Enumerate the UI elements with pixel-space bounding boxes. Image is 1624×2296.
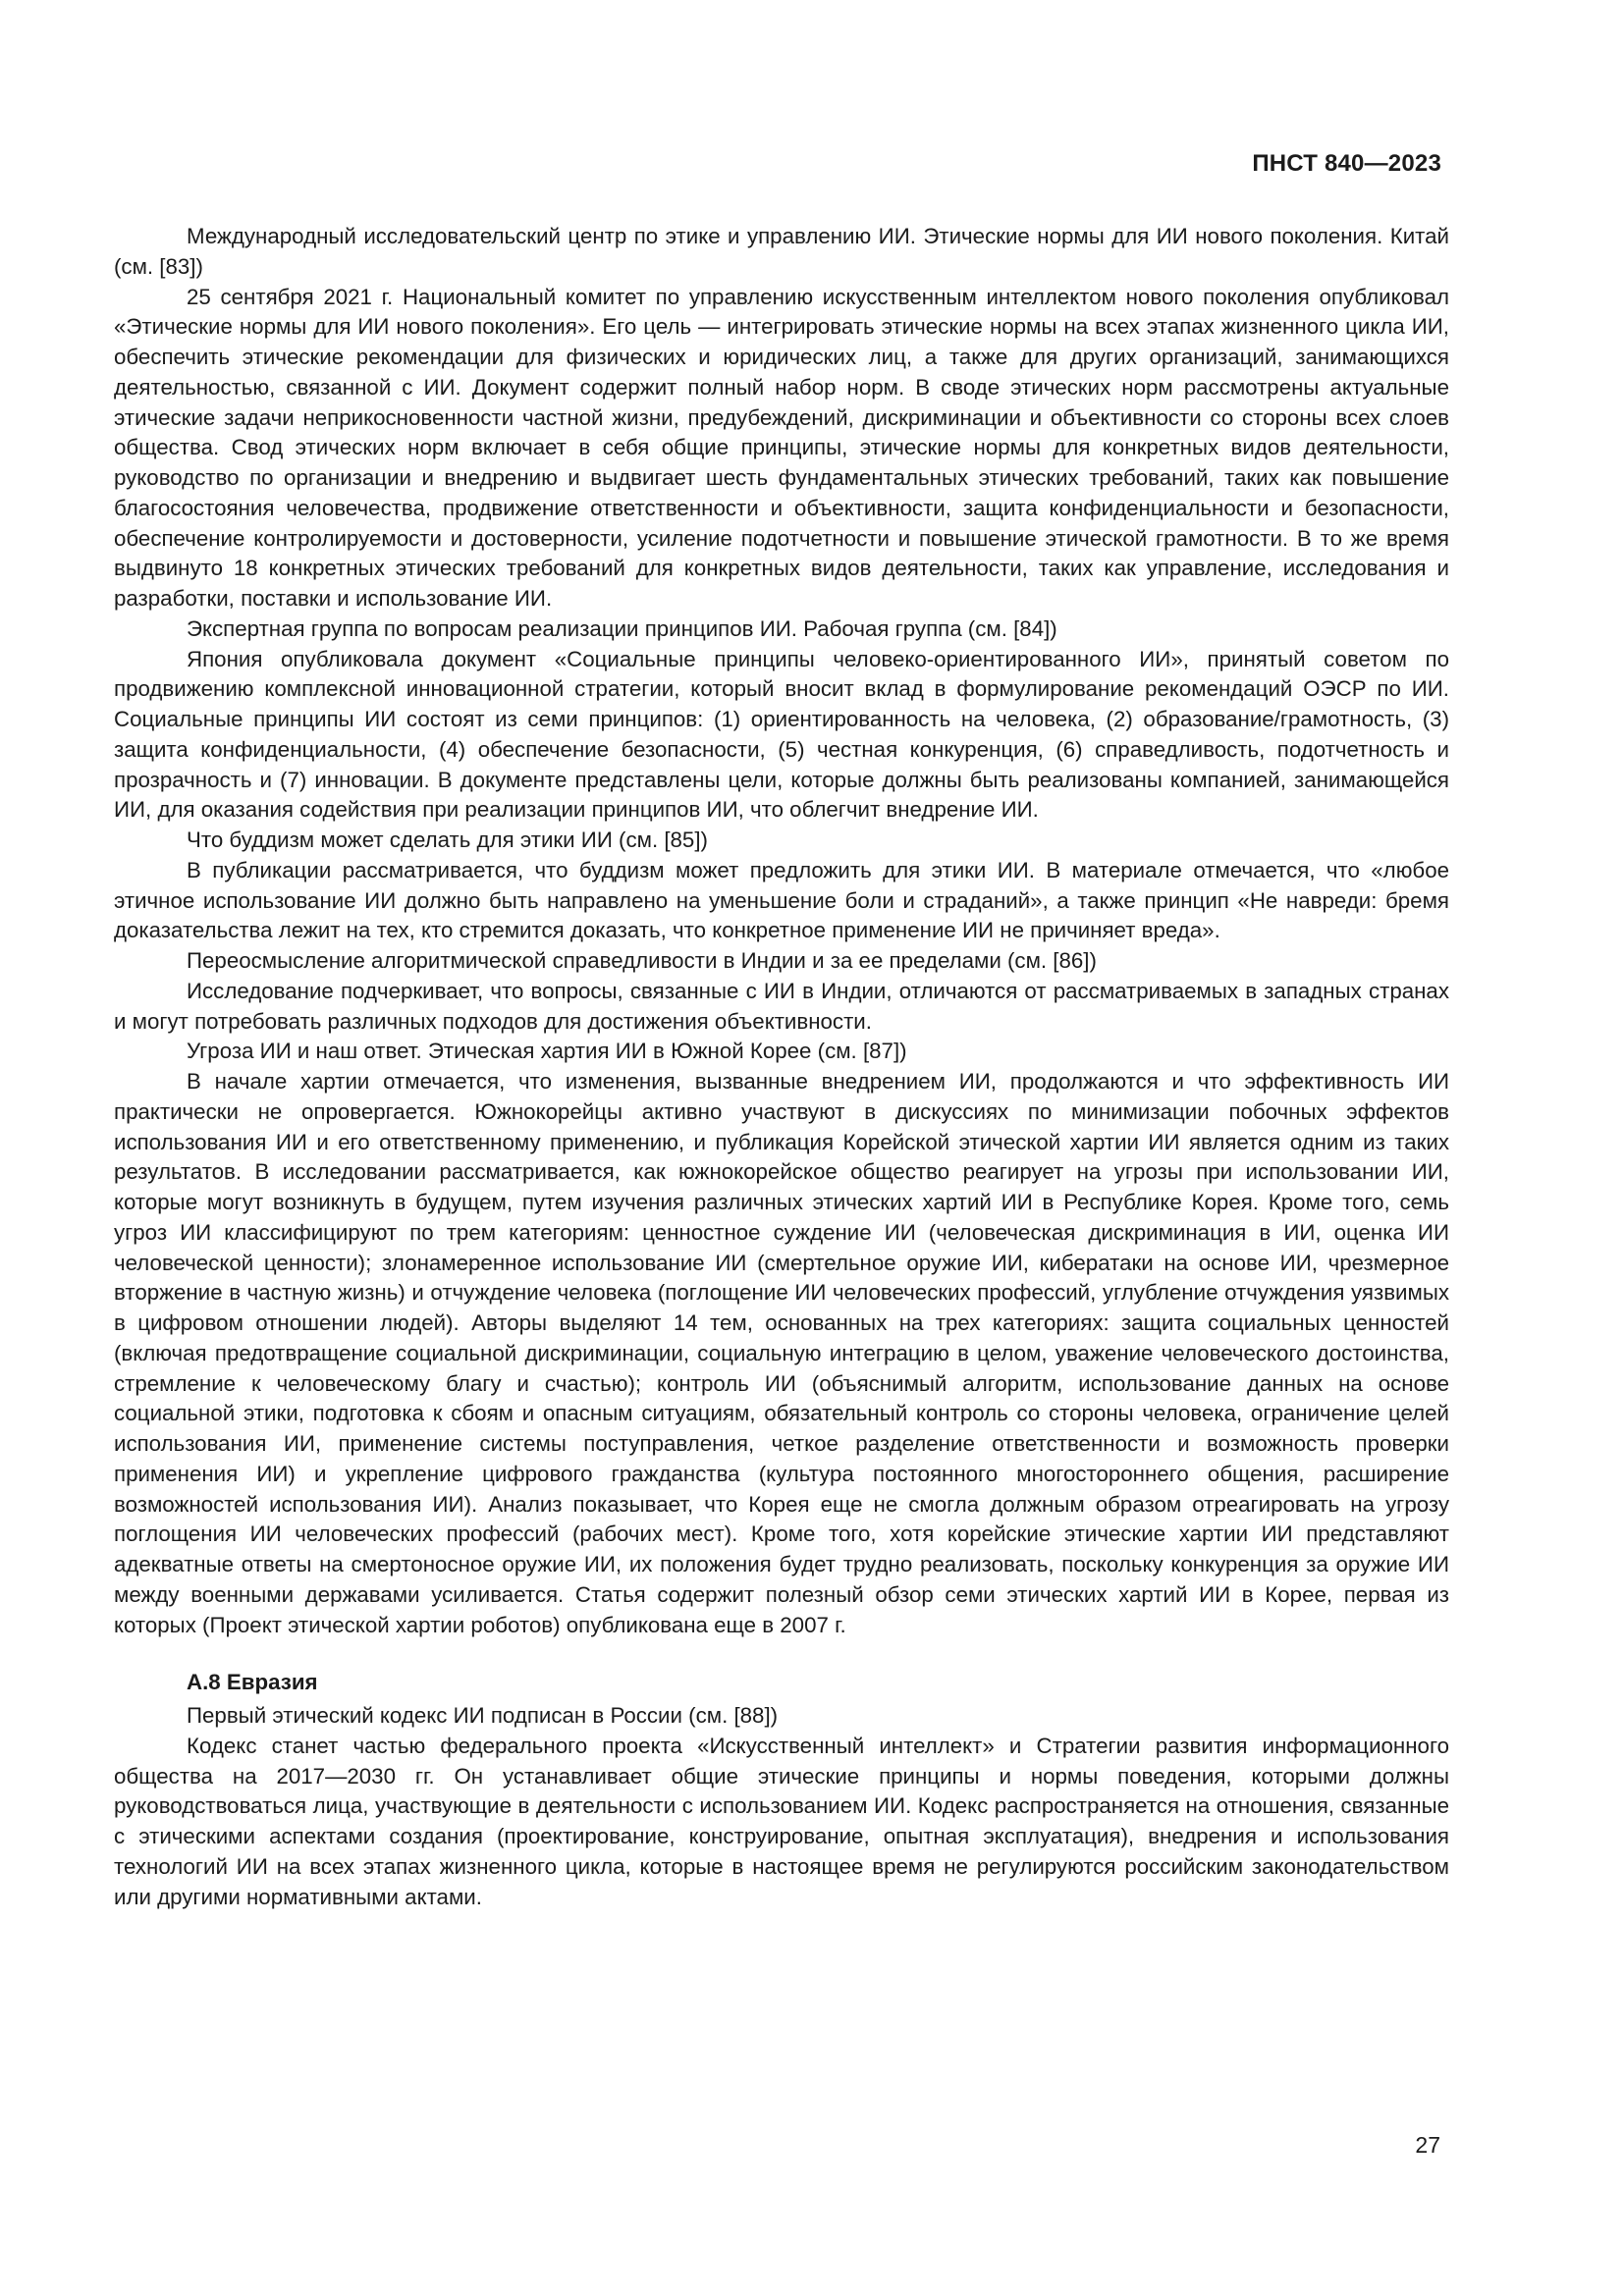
paragraph: Переосмысление алгоритмической справедливости в Индии и за ее пределами (см. [86]) bbox=[187, 948, 1097, 973]
paragraph: Экспертная группа по вопросам реализации принципов ИИ. Рабочая группа (см. [84]) bbox=[187, 615, 1057, 641]
paragraph: В публикации рассматривается, что буддизм может предложить для этики ИИ. В материале отмечается, что «любое этичное использование ИИ должно быть направлено на уменьшение боли и страданий», а также принцип «Не навреди: бремя доказательства лежит на тех, кто стремится доказать, что конкретное применение ИИ не причиняет вреда». bbox=[114, 857, 1449, 943]
document-code: ПНСТ 840—2023 bbox=[1252, 150, 1441, 177]
paragraph: Япония опубликовала документ «Социальные принципы человеко-ориентированного ИИ», принятый советом по продвижению комплексной инновационной стратегии, который вносит вклад в формулирование рекомендаций ОЭСР по ИИ. Социальные принципы ИИ состоят из семи принципов: (1) ориентированность на человека, (2) образование/грамотность, (3) защита конфиденциальности, (4) обеспечение безопасности, (5) честная конкуренция, (6) справедливость, подотчетность и прозрачность и (7) инновации. В документе представлены цели, которые должны быть реализованы компанией, занимающейся ИИ, для оказания содействия при реализации принципов ИИ, что облегчит внедрение ИИ. bbox=[114, 646, 1449, 823]
page-number: 27 bbox=[1415, 2132, 1440, 2158]
paragraph: Угроза ИИ и наш ответ. Этическая хартия ИИ в Южной Корее (см. [87]) bbox=[187, 1039, 907, 1064]
paragraph: Кодекс станет частью федерального проекта «Искусственный интеллект» и Стратегии развития информационного общества на 2017—2030 гг. Он устанавливает общие этические принципы и нормы поведения, которыми должны руководствоваться лица, участвующие в деятельности с использованием ИИ. Кодекс распространяется на отношения, связанные с этическими аспектами создания (проектирование, конструирование, опытная эксплуатация), внедрения и использования технологий ИИ на всех этапах жизненного цикла, которые в настоящее время не регулируются российским законодательством или другими нормативными актами. bbox=[114, 1733, 1449, 1909]
paragraph: Первый этический кодекс ИИ подписан в России (см. [88]) bbox=[187, 1703, 779, 1728]
document-body bbox=[114, 222, 1449, 1912]
paragraph: 25 сентября 2021 г. Национальный комитет по управлению искусственным интеллектом нового поколения опубликовал «Этические нормы для ИИ нового поколения». Его цель — интегрировать этические нормы на всех этапах жизненного цикла ИИ, обеспечить этические рекомендации для физических и юридических лиц, а также для других организаций, занимающихся деятельностью, связанной с ИИ. Документ содержит полный набор норм. В своде этических норм рассмотрены актуальные этические задачи неприкосновенности частной жизни, предубеждений, дискриминации и объективности со стороны всех слоев общества. Свод этических норм включает в себя общие принципы, этические нормы для конкретных видов деятельности, руководство по организации и внедрению и выдвигает шесть фундаментальных этических требований, таких как повышение благосостояния человечества, продвижение ответственности и объективности, защита конфиденциальности и безопасности, обеспечение контролируемости и достоверности, усиление подотчетности и повышение этической грамотности. В то же время выдвинуто 18 конкретных этических требований для конкретных видов деятельности, таких как управление, исследования и разработки, поставки и использование ИИ. bbox=[114, 284, 1449, 611]
paragraph: Исследование подчеркивает, что вопросы, связанные с ИИ в Индии, отличаются от рассматриваемых в западных странах и могут потребовать различных подходов для достижения объективности. bbox=[114, 978, 1449, 1034]
section-heading: А.8 Евразия bbox=[187, 1670, 318, 1695]
paragraph: Что буддизм может сделать для этики ИИ (см. [85]) bbox=[187, 828, 708, 852]
paragraph: В начале хартии отмечается, что изменения, вызванные внедрением ИИ, продолжаются и что эффективность ИИ практически не опровергается. Южнокорейцы активно участвуют в дискуссиях по минимизации побочных эффектов использования ИИ и его ответственному применению, и публикация Корейской этической хартии ИИ является одним из таких результатов. В исследовании рассматривается, как южнокорейское общество реагирует на угрозы при использовании ИИ, которые могут возникнуть в будущем, путем изучения различных этических хартий ИИ в Республике Корея. Кроме того, семь угроз ИИ классифицируют по трем категориям: ценностное суждение ИИ (человеческая дискриминация в ИИ, оценка ИИ человеческой ценности); злонамеренное использование ИИ (смертельное оружие ИИ, кибератаки на основе ИИ, чрезмерное вторжение в частную жизнь) и отчуждение человека (поглощение ИИ человеческих профессий, углубление отчуждения уязвимых в цифровом отношении людей). Авторы выделяют 14 тем, основанных на трех категориях: защита социальных ценностей (включая предотвращение социальной дискриминации, социальную интеграцию в целом, уважение человеческого достоинства, стремление к человеческому благу и счастью); контроль ИИ (объяснимый алгоритм, использование данных на основе социальной этики, подготовка к сбоям и опасным ситуациям, обязательный контроль со стороны человека, ограничение целей использования ИИ, применение системы поступравления, четкое разделение ответственности и возможность проверки применения ИИ) и укрепление цифрового гражданства (культура постоянного многостороннего общения, расширение возможностей использования ИИ). Анализ показывает, что Корея еще не смогла должным образом отреагировать на угрозу поглощения ИИ человеческих профессий (рабочих мест). Кроме того, хотя корейские этические хартии ИИ представляют адекватные ответы на смертоносное оружие ИИ, их положения будет трудно реализовать, поскольку конкуренция за оружие ИИ между военными державами усиливается. Статья содержит полезный обзор семи этических хартий ИИ в Корее, первая из которых (Проект этической хартии роботов) опубликована еще в 2007 г. bbox=[114, 1069, 1449, 1637]
paragraph: Международный исследовательский центр по этике и управлению ИИ. Этические нормы для ИИ нового поколения. Китай (см. [83]) bbox=[114, 224, 1449, 279]
